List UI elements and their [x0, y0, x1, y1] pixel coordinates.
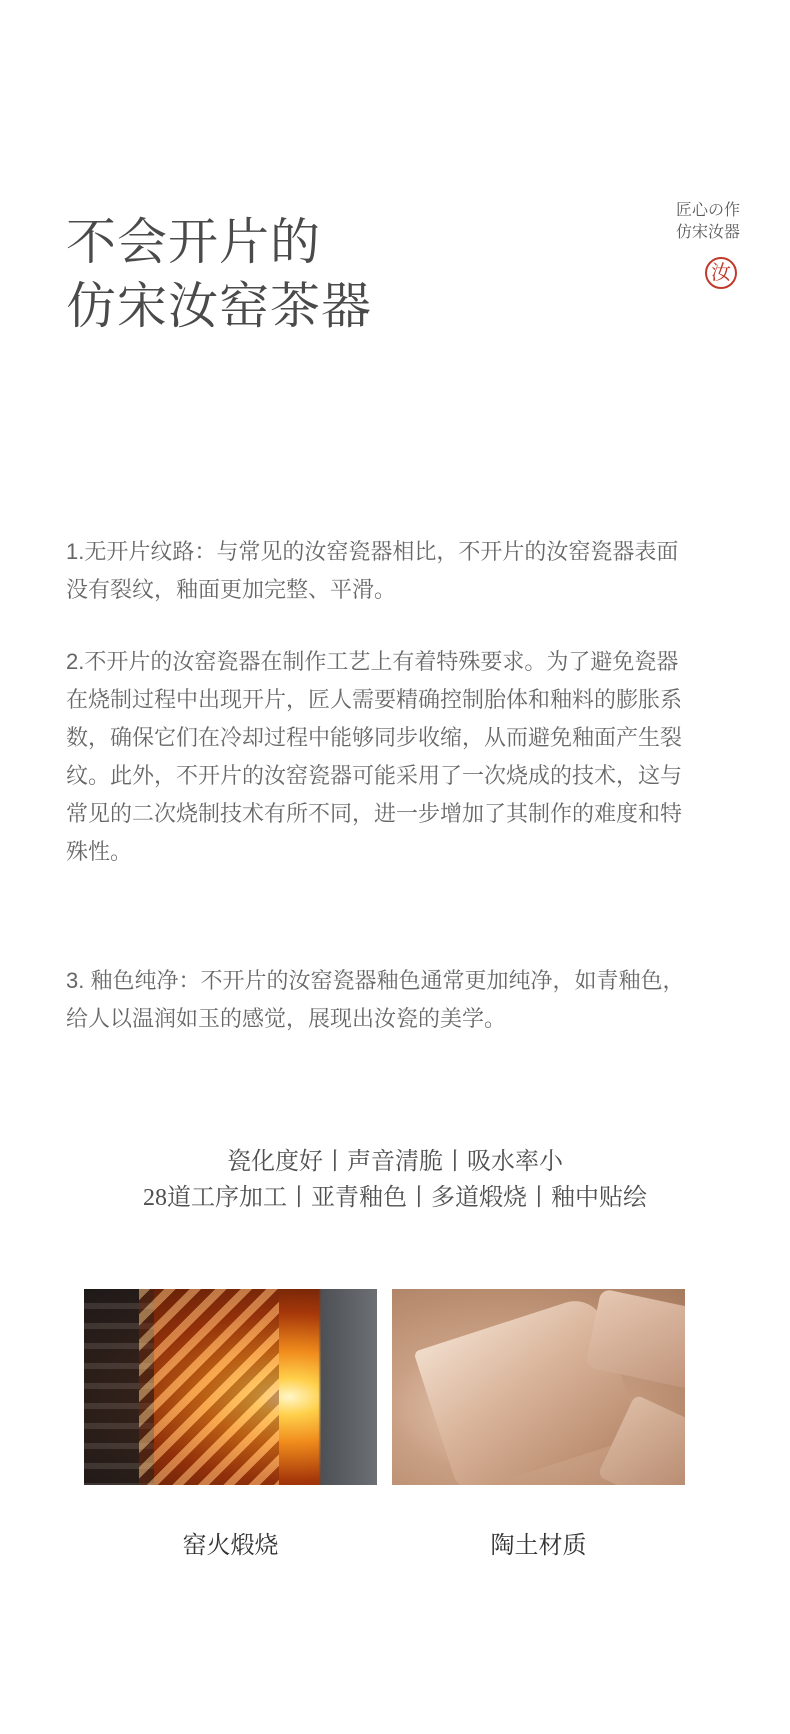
- kiln-ware: [139, 1289, 279, 1485]
- paragraph-no-crackle: 1.无开片纹路：与常见的汝窑瓷器相比，不开片的汝窑瓷器表面没有裂纹，釉面更加完整、平滑。: [66, 539, 679, 602]
- feature-line-1: 瓷化度好丨声音清脆丨吸水率小: [227, 1149, 563, 1175]
- caption-clay-material: 陶土材质: [490, 1532, 587, 1559]
- stamp-line-2: 仿宋汝器: [676, 224, 741, 241]
- caption-kiln-fire: 窑火煅烧: [182, 1532, 279, 1559]
- page-title: [66, 210, 372, 338]
- paragraph-glaze: 3. 釉色纯净：不开片的汝窑瓷器釉色通常更加纯净，如青釉色，给人以温润如玉的感觉，展现出汝瓷的美学。: [66, 968, 685, 1031]
- title-line-2: 仿宋汝窑茶器: [66, 278, 372, 334]
- seal-icon: 汝: [705, 257, 737, 289]
- brand-stamp-text: [676, 200, 766, 244]
- title-line-1: 不会开片的: [66, 214, 321, 270]
- paragraph-craft: 2.不开片的汝窑瓷器在制作工艺上有着特殊要求。为了避免瓷器在烧制过程中出现开片，匠人需要精确控制胎体和釉料的膨胀系数，确保它们在冷却过程中能够同步收缩，从而避免釉面产生裂纹。此外，不开片的汝窑瓷器可能采用了一次烧成的技术，这与常见的二次烧制技术有所不同，进一步增加了其制作的难度和特殊性。: [66, 649, 683, 864]
- feature-list: [0, 1144, 790, 1216]
- kiln-fire-photo: [84, 1289, 377, 1485]
- stamp-line-1: 匠心の作: [676, 202, 741, 219]
- feature-line-2: 28道工序加工丨亚青釉色丨多道煅烧丨釉中贴绘: [143, 1185, 647, 1211]
- clay-material-photo: [392, 1289, 685, 1485]
